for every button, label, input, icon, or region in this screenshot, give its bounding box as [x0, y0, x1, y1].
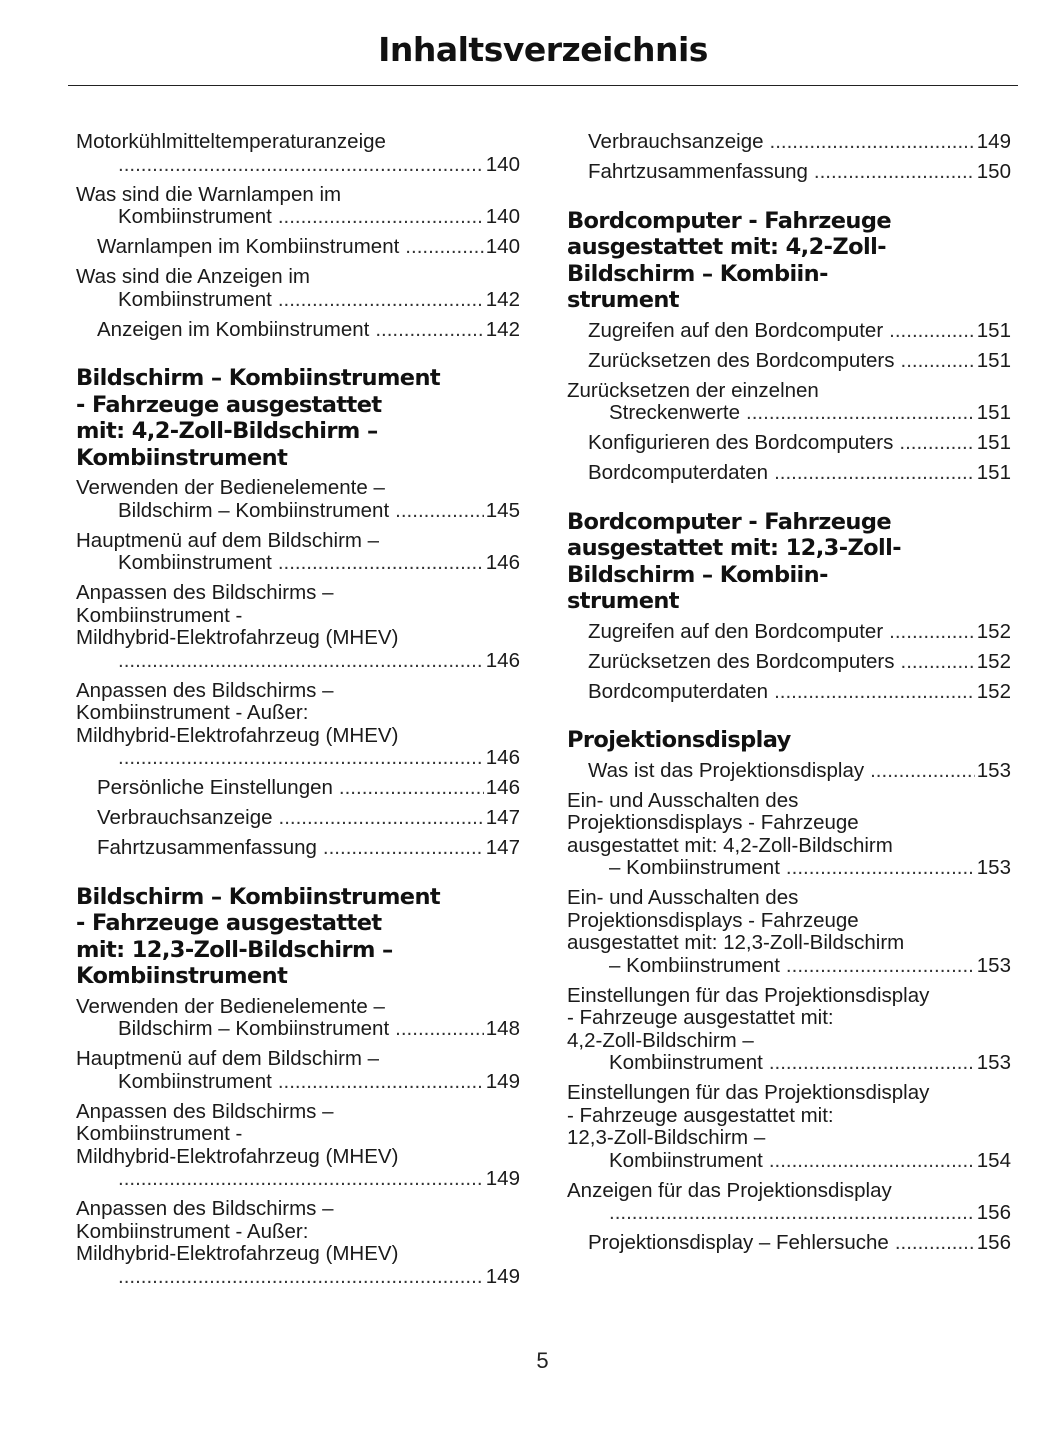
toc-entry-line: Mildhybrid-Elektrofahrzeug (MHEV)	[76, 626, 399, 649]
dot-leader	[339, 777, 484, 800]
toc-entry-title: – Kombiinstrument	[609, 953, 780, 977]
toc-entry-line: Anpassen des Bildschirms –	[76, 1197, 334, 1220]
dot-leader	[375, 319, 483, 342]
toc-entry-title: Bildschirm – Kombiinstrument	[118, 1017, 390, 1040]
toc-entry[interactable]	[567, 380, 1011, 425]
section-heading	[76, 884, 520, 990]
toc-entry-line: ausgestattet mit: 4,2-Zoll-Bildschirm	[567, 833, 893, 857]
toc-entry-title: Warnlampen im Kombiinstrument	[97, 235, 400, 258]
toc-entry[interactable]	[567, 131, 1011, 154]
toc-page-number: 142	[485, 287, 520, 311]
toc-entry-title: Was ist das Projektionsdisplay	[588, 758, 865, 782]
toc-entry-line: Motorkühlmitteltemperaturanzeige	[76, 130, 386, 153]
section-heading-line: Bildschirm – Kombiinstrument	[76, 365, 441, 391]
dot-leader	[889, 320, 975, 343]
section-heading-line: Bildschirm – Kombiin-	[567, 561, 828, 588]
toc-entry-line: Kombiinstrument -	[76, 1122, 243, 1145]
toc-entry[interactable]	[567, 790, 1011, 880]
toc-entry-line: Zurücksetzen der einzelnen	[567, 378, 819, 402]
toc-entry-line: - Fahrzeuge ausgestattet mit:	[567, 1006, 834, 1029]
toc-entry-line: Projektionsdisplays - Fahrzeuge	[567, 908, 859, 932]
page-title: Inhaltsverzeichnis	[378, 30, 708, 69]
dot-leader	[118, 650, 484, 673]
toc-entry-line: Anzeigen für das Projektionsdisplay	[567, 1178, 892, 1202]
section-heading	[567, 208, 1011, 314]
dot-leader	[899, 432, 974, 455]
toc-entry-title: Streckenwerte	[609, 401, 741, 424]
toc-page-number: 145	[485, 498, 520, 522]
dot-leader	[870, 760, 975, 783]
toc-entry-line: Einstellungen für das Projektionsdisplay	[567, 983, 930, 1007]
section-heading-line: - Fahrzeuge ausgestattet	[76, 910, 382, 936]
toc-right-section-2	[567, 621, 1011, 704]
dot-leader	[786, 857, 975, 880]
toc-page-number: 140	[485, 205, 520, 228]
section-heading-line: Bildschirm – Kombiinstrument	[76, 883, 441, 910]
toc-page-number: 156	[976, 1201, 1011, 1224]
dot-leader	[395, 500, 484, 523]
toc-entry[interactable]	[567, 681, 1011, 704]
toc-page-number: 146	[485, 551, 520, 574]
toc-entry-line: Ein- und Ausschalten des	[567, 788, 799, 812]
toc-entry-line: Kombiinstrument -	[76, 603, 243, 627]
toc-entry-title: Verbrauchsanzeige	[588, 130, 764, 153]
toc-entry-title: Fahrtzusammenfassung	[588, 160, 808, 183]
toc-page-number: 142	[485, 317, 520, 341]
toc-page-number: 147	[485, 806, 520, 829]
toc-entry-title: Zugreifen auf den Bordcomputer	[588, 318, 884, 342]
toc-page-number: 149	[485, 1167, 520, 1190]
toc-entry-title: Konfigurieren des Bordcomputers	[588, 431, 894, 454]
section-heading-line: Bordcomputer - Fahrzeuge	[567, 207, 891, 234]
dot-leader	[278, 552, 484, 575]
toc-entry-line: Verwenden der Bedienelemente –	[76, 476, 385, 499]
toc-entry[interactable]	[76, 266, 520, 311]
toc-page-number: 146	[485, 746, 520, 769]
dot-leader	[395, 1018, 484, 1041]
toc-entry[interactable]	[567, 320, 1011, 343]
dot-leader	[405, 236, 483, 259]
toc-entry[interactable]	[567, 432, 1011, 455]
dot-leader	[118, 1168, 484, 1191]
toc-page-number: 149	[485, 1069, 520, 1093]
toc-entry-title: Anzeigen im Kombiinstrument	[97, 317, 370, 341]
dot-leader	[118, 747, 484, 770]
toc-page-number: 146	[485, 776, 520, 799]
toc-page-number: 150	[976, 160, 1011, 183]
toc-entry[interactable]	[567, 161, 1011, 184]
section-heading-line: Bordcomputer - Fahrzeuge	[567, 508, 891, 535]
toc-left-section-1	[76, 477, 520, 860]
toc-entry-line: Hauptmenü auf dem Bildschirm –	[76, 1047, 380, 1070]
toc-entry-title: Kombiinstrument	[609, 1051, 763, 1074]
toc-page-number: 151	[976, 401, 1011, 424]
toc-entry[interactable]	[567, 760, 1011, 783]
dot-leader	[278, 206, 484, 229]
toc-entry-title: Projektionsdisplay – Fehlersuche	[588, 1231, 889, 1254]
section-heading-line: strument	[567, 588, 679, 614]
toc-entry-line: - Fahrzeuge ausgestattet mit:	[567, 1103, 834, 1127]
toc-entry-title: Kombiinstrument	[609, 1148, 763, 1172]
toc-entry-title: – Kombiinstrument	[609, 856, 780, 879]
toc-entry[interactable]	[567, 887, 1011, 977]
dot-leader	[895, 1232, 975, 1255]
section-heading-line: Projektionsdisplay	[567, 727, 791, 753]
toc-entry-title: Bordcomputerdaten	[588, 461, 769, 484]
toc-entry-title: Bordcomputerdaten	[588, 679, 769, 703]
toc-entry-line: Mildhybrid-Elektrofahrzeug (MHEV)	[76, 1144, 399, 1168]
toc-entry-line: Einstellungen für das Projektionsdisplay	[567, 1081, 930, 1104]
toc-entry[interactable]	[76, 582, 520, 672]
toc-page-number: 146	[485, 648, 520, 672]
section-heading-line: strument	[567, 287, 679, 313]
dot-leader	[901, 651, 975, 674]
toc-page-number: 152	[976, 649, 1011, 673]
dot-leader	[278, 1071, 484, 1094]
toc-right-intro	[567, 131, 1011, 184]
toc-entry-line: Mildhybrid-Elektrofahrzeug (MHEV)	[76, 1242, 399, 1265]
toc-entry-title: Bildschirm – Kombiinstrument	[118, 498, 390, 522]
toc-page-number: 153	[976, 856, 1011, 879]
toc-entry-title: Zurücksetzen des Bordcomputers	[588, 649, 895, 673]
toc-entry[interactable]	[567, 350, 1011, 373]
dot-leader	[901, 350, 975, 373]
toc-entry-title: Zugreifen auf den Bordcomputer	[588, 619, 884, 643]
dot-leader	[609, 1202, 975, 1225]
toc-entry[interactable]	[76, 131, 520, 176]
toc-entry-line: Was sind die Anzeigen im	[76, 265, 310, 288]
section-heading-line: - Fahrzeuge ausgestattet	[76, 391, 382, 418]
dot-leader	[814, 161, 975, 184]
toc-entry-title: Kombiinstrument	[118, 551, 272, 574]
title-divider	[68, 85, 1018, 86]
toc-page-number: 151	[976, 431, 1011, 454]
toc-entry[interactable]	[567, 985, 1011, 1075]
dot-leader	[774, 462, 975, 485]
toc-page-number: 148	[485, 1017, 520, 1040]
dot-leader	[746, 402, 975, 425]
toc-page-number: 156	[976, 1231, 1011, 1254]
toc-page-number: 152	[976, 679, 1011, 703]
toc-right-column	[567, 131, 1011, 1262]
toc-entry[interactable]	[567, 462, 1011, 485]
toc-entry-title: Zurücksetzen des Bordcomputers	[588, 348, 895, 372]
toc-left-intro	[76, 131, 520, 341]
toc-entry[interactable]	[567, 1232, 1011, 1255]
toc-page-number: 151	[976, 461, 1011, 484]
toc-entry[interactable]	[76, 680, 520, 770]
toc-entry-line: 4,2-Zoll-Bildschirm –	[567, 1028, 754, 1052]
dot-leader	[118, 154, 484, 177]
toc-page-number: 149	[976, 130, 1011, 153]
toc-page-number: 153	[976, 953, 1011, 977]
toc-left-section-2	[76, 996, 520, 1289]
section-heading-line: ausgestattet mit: 4,2-Zoll-	[567, 234, 886, 260]
toc-entry-line: Anpassen des Bildschirms –	[76, 678, 334, 702]
dot-leader	[278, 289, 484, 312]
toc-entry-title: Kombiinstrument	[118, 287, 272, 311]
toc-entry[interactable]	[76, 184, 520, 229]
toc-right-section-3	[567, 760, 1011, 1255]
section-heading-line: mit: 4,2-Zoll-Bildschirm –	[76, 418, 378, 444]
toc-page-number: 147	[485, 836, 520, 859]
toc-left-column	[76, 131, 520, 1296]
page-number: 5	[536, 1348, 549, 1373]
section-heading	[76, 365, 520, 471]
toc-entry[interactable]	[76, 319, 520, 342]
dot-leader	[770, 131, 975, 154]
toc-entry-title: Fahrtzusammenfassung	[97, 836, 317, 859]
toc-entry-line: 12,3-Zoll-Bildschirm –	[567, 1126, 766, 1149]
dot-leader	[786, 955, 975, 978]
toc-page-number: 151	[976, 318, 1011, 342]
toc-entry-line: Anpassen des Bildschirms –	[76, 1099, 334, 1123]
toc-entry[interactable]	[76, 236, 520, 259]
toc-entry-title: Kombiinstrument	[118, 1069, 272, 1093]
toc-entry[interactable]	[567, 621, 1011, 644]
toc-right-section-1	[567, 320, 1011, 485]
section-heading	[567, 509, 1011, 615]
section-heading-line: ausgestattet mit: 12,3-Zoll-	[567, 535, 901, 561]
dot-leader	[323, 837, 484, 860]
toc-page-number: 152	[976, 619, 1011, 643]
toc-page-number: 153	[976, 1051, 1011, 1074]
toc-entry-line: Verwenden der Bedienelemente –	[76, 994, 385, 1018]
dot-leader	[769, 1150, 975, 1173]
section-heading-line: Bildschirm – Kombiin-	[567, 260, 828, 287]
section-heading	[567, 727, 1011, 754]
toc-entry[interactable]	[76, 996, 520, 1041]
toc-page-number: 149	[485, 1264, 520, 1288]
toc-page-number: 140	[485, 235, 520, 258]
section-heading-line: Kombiinstrument	[76, 444, 288, 471]
toc-entry[interactable]	[76, 1198, 520, 1288]
toc-entry[interactable]	[567, 1082, 1011, 1172]
toc-entry[interactable]	[76, 530, 520, 575]
dot-leader	[774, 681, 975, 704]
toc-entry[interactable]	[76, 1101, 520, 1191]
toc-entry[interactable]	[76, 777, 520, 800]
dot-leader	[279, 807, 484, 830]
toc-entry-line: Kombiinstrument - Außer:	[76, 701, 309, 724]
toc-entry-line: Kombiinstrument - Außer:	[76, 1219, 309, 1243]
toc-entry-title: Kombiinstrument	[118, 205, 272, 228]
section-heading-line: Kombiinstrument	[76, 963, 288, 989]
toc-entry-title: Verbrauchsanzeige	[97, 806, 273, 829]
dot-leader	[889, 621, 975, 644]
toc-entry[interactable]	[76, 807, 520, 830]
toc-entry[interactable]	[567, 651, 1011, 674]
toc-page-number: 140	[485, 152, 520, 176]
toc-entry-line: Anpassen des Bildschirms –	[76, 581, 334, 604]
toc-page-number: 154	[976, 1148, 1011, 1172]
toc-entry-line: Mildhybrid-Elektrofahrzeug (MHEV)	[76, 723, 399, 747]
toc-entry[interactable]	[76, 477, 520, 522]
toc-page-number: 153	[976, 758, 1011, 782]
toc-entry[interactable]	[567, 1180, 1011, 1225]
dot-leader	[118, 1266, 484, 1289]
dot-leader	[769, 1052, 975, 1075]
toc-entry[interactable]	[76, 837, 520, 860]
toc-entry-line: Projektionsdisplays - Fahrzeuge	[567, 811, 859, 834]
toc-entry[interactable]	[76, 1048, 520, 1093]
section-heading-line: mit: 12,3-Zoll-Bildschirm –	[76, 936, 393, 963]
toc-entry-title: Persönliche Einstellungen	[97, 776, 333, 799]
toc-entry-line: Hauptmenü auf dem Bildschirm –	[76, 528, 380, 552]
toc-entry-line: Ein- und Ausschalten des	[567, 886, 799, 909]
toc-page-number: 151	[976, 348, 1011, 372]
toc-entry-line: Was sind die Warnlampen im	[76, 182, 342, 206]
toc-entry-line: ausgestattet mit: 12,3-Zoll-Bildschirm	[567, 931, 905, 954]
